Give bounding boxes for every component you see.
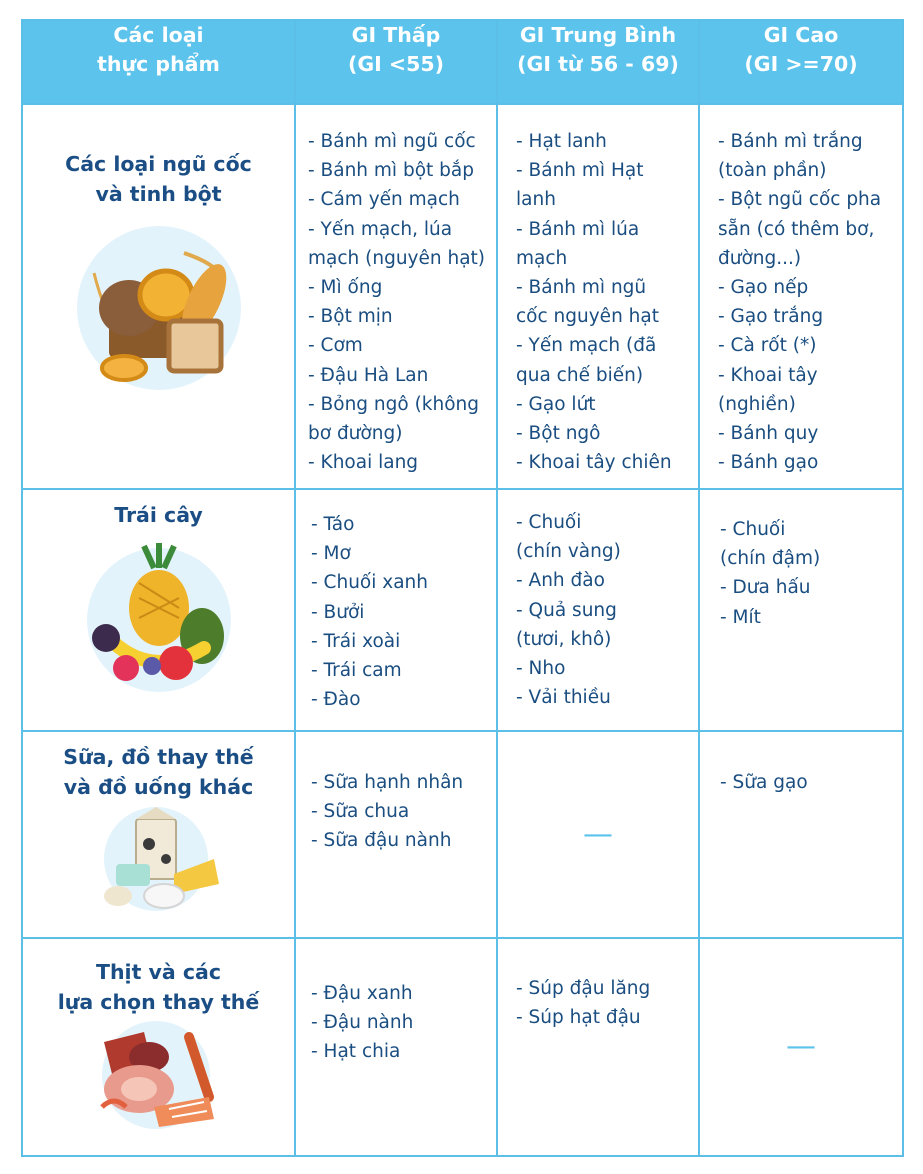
gi-low-cell-dairy	[295, 731, 497, 938]
list-item: - Bánh mì bột bắp	[308, 160, 474, 182]
gi-low-cell-grains	[295, 104, 497, 489]
header-gi-low	[295, 20, 497, 104]
category-title-line: Các loại ngũ cốc	[65, 152, 252, 176]
list-item: - Sữa đậu nành	[311, 830, 452, 852]
list-item: - Bánh mì ngũ	[516, 277, 647, 299]
list-item: - Bột mịn	[308, 306, 393, 328]
list-item: (nghiền)	[718, 393, 796, 415]
header-gi-low-line2: (GI <55)	[347, 52, 445, 76]
gi-low-cell-fruits	[295, 489, 497, 731]
list-item: - Hạt lanh	[516, 131, 607, 152]
list-item: - Mít	[720, 606, 761, 628]
list-item: - Táo	[311, 514, 355, 535]
gi-table-container	[21, 19, 902, 1153]
category-title-line: lựa chọn thay thế	[57, 990, 260, 1014]
list-item: cốc nguyên hạt	[516, 306, 659, 328]
header-row	[22, 20, 903, 104]
list-item: - Gạo trắng	[718, 306, 824, 328]
list-item: qua chế biến)	[516, 364, 644, 386]
list-item: mạch	[516, 247, 568, 269]
list-item: - Khoai lang	[308, 452, 419, 474]
list-item: - Súp đậu lăng	[516, 978, 651, 999]
list-item: - Súp hạt đậu	[516, 1007, 641, 1029]
category-cell-fruits	[22, 489, 295, 731]
table-row-meat	[22, 938, 903, 1156]
list-item: - Sữa chua	[311, 801, 410, 823]
gi-medium-cell-grains	[497, 104, 699, 489]
header-gi-high-line1: GI Cao	[763, 23, 839, 47]
gi-high-cell-dairy	[699, 731, 903, 938]
list-item: (chín vàng)	[516, 541, 621, 563]
category-title-line: và tinh bột	[95, 182, 222, 206]
header-category-line2: thực phẩm	[97, 52, 220, 76]
list-item: - Bột ngô	[516, 423, 601, 445]
header-category	[22, 20, 295, 104]
list-item: - Cà rốt (*)	[718, 335, 817, 357]
category-cell-grains	[22, 104, 295, 489]
list-item: - Mơ	[311, 543, 351, 565]
header-category-line1: Các loại	[113, 23, 204, 47]
list-item: (chín đậm)	[720, 548, 821, 570]
meat-icon	[94, 1017, 224, 1137]
header-gi-high	[699, 20, 903, 104]
list-item: - Trái cam	[311, 660, 402, 682]
category-cell-meat	[22, 938, 295, 1156]
list-item: - Chuối	[720, 519, 786, 540]
list-item: - Đậu xanh	[311, 983, 413, 1004]
list-item: - Đậu nành	[311, 1012, 414, 1034]
header-gi-medium-line1: GI Trung Bình	[519, 23, 677, 47]
category-title-line: Thịt và các	[95, 960, 221, 984]
list-item: (tươi, khô)	[516, 628, 612, 650]
category-cell-dairy	[22, 731, 295, 938]
table-row-fruits	[22, 489, 903, 731]
header-gi-low-line1: GI Thấp	[351, 23, 441, 47]
list-item: - Bánh mì Hạt	[516, 160, 644, 182]
list-item: mạch (nguyên hạt)	[308, 247, 486, 269]
list-item: - Sữa gạo	[720, 772, 808, 793]
gi-low-cell-meat	[295, 938, 497, 1156]
list-item: - Anh đào	[516, 570, 605, 592]
list-item: - Hạt chia	[311, 1041, 401, 1063]
list-item: - Gạo nếp	[718, 277, 809, 299]
category-title-line: Trái cây	[114, 503, 203, 527]
list-item: - Trái xoài	[311, 630, 401, 652]
list-item: - Bánh mì ngũ cốc	[308, 131, 476, 152]
list-item: - Gạo lứt	[516, 393, 596, 415]
list-item: - Yến mạch (đã	[516, 335, 657, 357]
empty-dash: —	[786, 1029, 816, 1064]
header-gi-high-line2: (GI >=70)	[744, 52, 858, 76]
list-item: - Chuối xanh	[311, 572, 428, 594]
empty-dash: —	[583, 816, 613, 852]
list-item: - Cơm	[308, 335, 363, 357]
fruits-icon	[84, 538, 234, 698]
list-item: lanh	[516, 189, 556, 211]
gi-high-cell-meat	[699, 938, 903, 1156]
table-row-grains	[22, 104, 903, 489]
list-item: - Bột ngũ cốc pha	[718, 189, 882, 211]
list-item: - Đậu Hà Lan	[308, 364, 429, 386]
dairy-icon	[94, 804, 224, 914]
list-item: - Quả sung	[516, 599, 617, 621]
list-item: - Dưa hấu	[720, 577, 811, 599]
list-item: - Bánh gạo	[718, 452, 819, 474]
list-item: đường...)	[718, 247, 802, 269]
list-item: - Sữa hạnh nhân	[311, 772, 464, 793]
list-item: - Khoai tây chiên	[516, 452, 672, 474]
gi-high-cell-fruits	[699, 489, 903, 731]
gi-high-cell-grains	[699, 104, 903, 489]
list-item: (toàn phần)	[718, 160, 827, 182]
list-item: - Mì ống	[308, 277, 383, 299]
gi-food-table	[21, 19, 904, 1157]
table-row-dairy	[22, 731, 903, 938]
category-title-line: Sữa, đồ thay thế	[63, 745, 254, 769]
list-item: - Yến mạch, lúa	[308, 218, 453, 240]
gi-medium-cell-meat	[497, 938, 699, 1156]
list-item: - Bỏng ngô (không	[308, 393, 480, 415]
category-title-line: và đồ uống khác	[63, 775, 254, 799]
header-gi-medium	[497, 20, 699, 104]
list-item: - Bưởi	[311, 601, 365, 623]
gi-medium-cell-fruits	[497, 489, 699, 731]
list-item: - Bánh mì trắng	[718, 131, 863, 152]
gi-medium-cell-dairy	[497, 731, 699, 938]
list-item: - Bánh quy	[718, 423, 819, 445]
header-gi-medium-line2: (GI từ 56 - 69)	[517, 52, 679, 76]
list-item: sẵn (có thêm bơ,	[718, 218, 875, 240]
list-item: - Chuối	[516, 512, 582, 533]
list-item: bơ đường)	[308, 423, 403, 445]
bread-basket-icon	[74, 223, 244, 393]
list-item: - Bánh mì lúa	[516, 218, 640, 240]
list-item: - Khoai tây	[718, 364, 818, 386]
list-item: - Cám yến mạch	[308, 189, 460, 211]
list-item: - Đào	[311, 689, 361, 711]
list-item: - Vải thiều	[516, 687, 611, 709]
list-item: - Nho	[516, 658, 566, 680]
